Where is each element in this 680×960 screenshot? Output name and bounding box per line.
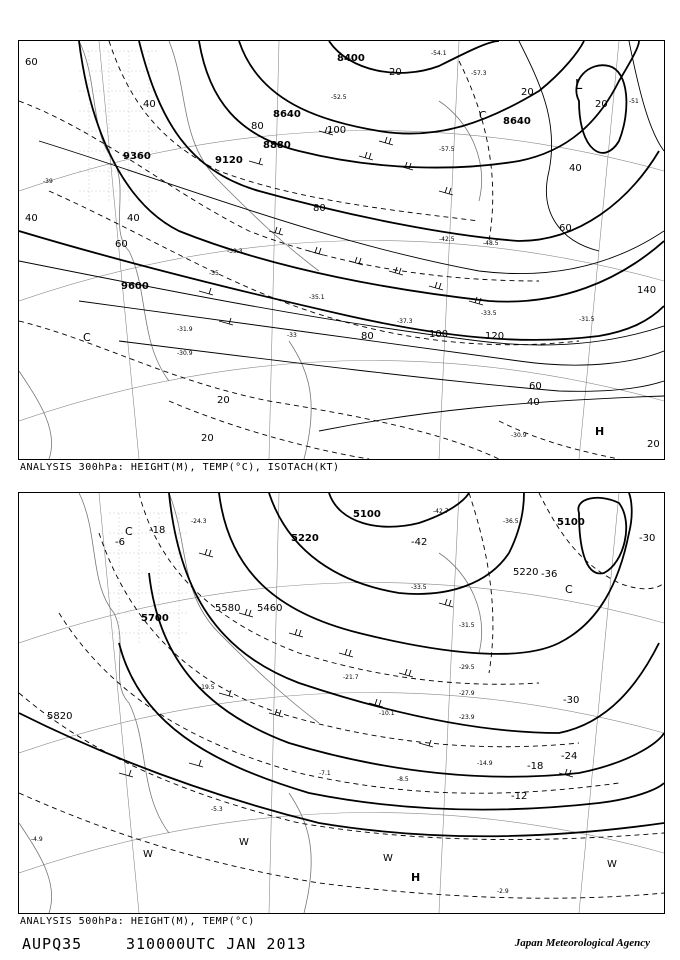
temperature-label: -51: [629, 98, 639, 105]
cold-center-label: C: [479, 109, 487, 122]
temperature-label: -37.3: [397, 318, 413, 325]
height-label: 5460: [257, 603, 283, 614]
isotach-label: 60: [559, 223, 572, 234]
isotach-label: 120: [485, 331, 505, 342]
isotherm-label: -24: [561, 751, 578, 762]
temperature-label: -31.5: [579, 316, 595, 323]
isotach-label: 40: [127, 213, 140, 224]
temperature-label: -31.9: [177, 326, 193, 333]
height-label: 8880: [263, 140, 291, 151]
warm-center-label: W: [383, 853, 393, 864]
temperature-label: -35: [209, 270, 219, 277]
temperature-label: -7.1: [319, 770, 331, 777]
temperature-label: -57.3: [471, 70, 487, 77]
isotach-label: 60: [529, 381, 542, 392]
temperature-label: -33.5: [411, 584, 427, 591]
coastline: [19, 41, 482, 459]
temperature-label: -30.9: [511, 432, 527, 439]
map-300hpa-canvas: [19, 41, 664, 459]
cold-center-label: C: [83, 331, 91, 344]
height-label: 9120: [215, 155, 243, 166]
temperature-label: -36.5: [503, 518, 519, 525]
map-500hpa-canvas: [19, 493, 664, 913]
isotherm-label: -6: [115, 537, 125, 548]
temperature-label: -8.5: [397, 776, 409, 783]
isotherm-label: -18: [149, 525, 166, 536]
isotach-label: 100: [429, 329, 449, 340]
height-label: 8400: [337, 53, 365, 64]
isotherm-label: -18: [527, 761, 544, 772]
height-label: 5220: [513, 567, 539, 578]
height-label: 9360: [123, 151, 151, 162]
temperature-label: -31.5: [459, 622, 475, 629]
isotach-label: 40: [143, 99, 156, 110]
height-label: 8640: [503, 116, 531, 127]
isotach-label: 20: [521, 87, 534, 98]
temperature-label: -23.9: [459, 714, 475, 721]
isotach-label: 20: [217, 395, 230, 406]
wind-barbs: [119, 549, 573, 777]
temperature-label: -14.9: [477, 760, 493, 767]
isotherm-label: -12: [511, 791, 528, 802]
map-panel-500hpa: [18, 492, 665, 914]
chart-id: AUPQ35: [22, 935, 83, 953]
temperature-label: -21.7: [343, 674, 359, 681]
temperature-label: -35.1: [309, 294, 325, 301]
isotach-label: 20: [595, 99, 608, 110]
temperature-label: -39: [43, 178, 53, 185]
temperature-label: -19.5: [199, 684, 215, 691]
graticule: [19, 41, 664, 459]
isotach-label: 60: [25, 57, 38, 68]
temperature-label: -48.5: [483, 240, 499, 247]
height-label: 5100: [557, 517, 585, 528]
temperature-label: -2.9: [497, 888, 509, 895]
height-label: 8640: [273, 109, 301, 120]
panel-300hpa-caption: ANALYSIS 300hPa: HEIGHT(M), TEMP(°C), ISOTACH(KT): [20, 462, 340, 473]
coastline: [19, 493, 482, 913]
map-panel-300hpa: [18, 40, 665, 460]
isotach-label: 40: [527, 397, 540, 408]
high-center-label: H: [595, 425, 605, 438]
isotherm-label: -36: [541, 569, 558, 580]
temperature-label: -52.5: [331, 94, 347, 101]
height-label: 5100: [353, 509, 381, 520]
temperature-label: -29.5: [459, 664, 475, 671]
isotach-label: 100: [327, 125, 347, 136]
height-label: 5820: [47, 711, 73, 722]
warm-center-label: W: [143, 849, 153, 860]
temperature-label: -10.1: [379, 710, 395, 717]
isotach-label: 80: [361, 331, 374, 342]
isotach-label: 40: [569, 163, 582, 174]
temperature-label: -57.5: [439, 146, 455, 153]
temperature-label: -4.9: [31, 836, 43, 843]
height-contours: [19, 41, 664, 340]
isotach-label: 140: [637, 285, 657, 296]
isotach-label: 20: [201, 433, 214, 444]
temperature-label: -24.3: [191, 518, 207, 525]
isotherm-label: -42: [411, 537, 428, 548]
high-center-label: H: [411, 871, 421, 884]
temperature-label: -33.5: [481, 310, 497, 317]
height-label: 5700: [141, 613, 169, 624]
map-labels-300: [25, 50, 660, 450]
temperature-label: -42.7: [433, 508, 449, 515]
temperature-label: -39.3: [227, 248, 243, 255]
height-label: 5220: [291, 533, 319, 544]
height-label: 5580: [215, 603, 241, 614]
isotach-label: 20: [647, 439, 660, 450]
panel-500hpa-caption: ANALYSIS 500hPa: HEIGHT(M), TEMP(°C): [20, 916, 255, 927]
cold-center-label: C: [565, 583, 573, 596]
temperature-label: -33: [287, 332, 297, 339]
warm-center-label: W: [239, 837, 249, 848]
temperature-label: -54.1: [431, 50, 447, 57]
agency-name: Japan Meteorological Agency: [514, 937, 650, 949]
temperature-label: -5.3: [211, 806, 223, 813]
isotach-label: 40: [25, 213, 38, 224]
isotherm-label: -30: [563, 695, 580, 706]
temperature-label: -42.5: [439, 236, 455, 243]
temperature-label: -30.9: [177, 350, 193, 357]
valid-time: 310000UTC JAN 2013: [126, 935, 307, 953]
isotach-label: 80: [251, 121, 264, 132]
height-label: 9600: [121, 281, 149, 292]
warm-center-label: W: [607, 859, 617, 870]
map-labels-500: [31, 508, 655, 895]
low-center-label: L: [575, 78, 583, 93]
isotach-label: 60: [115, 239, 128, 250]
isotach-label: 20: [389, 67, 402, 78]
isotach-label: 80: [313, 203, 326, 214]
temperature-label: -27.9: [459, 690, 475, 697]
isotherm-label: -30: [639, 533, 656, 544]
cold-center-label: C: [125, 525, 133, 538]
